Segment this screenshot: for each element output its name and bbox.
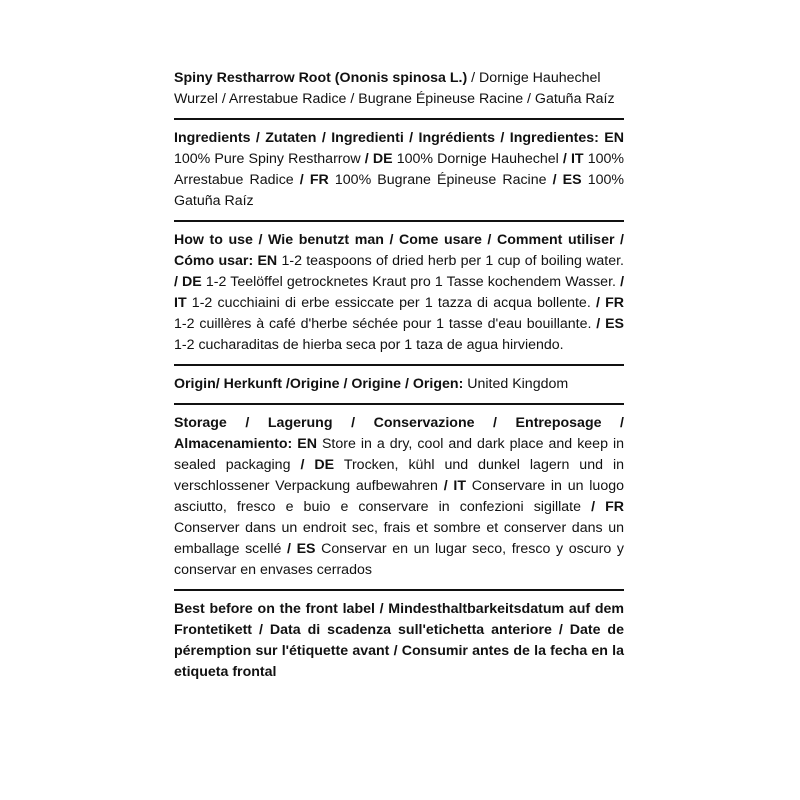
lang-code: / DE xyxy=(300,457,335,473)
usage-entry: 1-2 teaspoons of dried herb per 1 cup of boiling water. xyxy=(277,253,624,269)
lang-code: EN xyxy=(257,253,278,269)
section-divider xyxy=(174,118,624,120)
ingredients-text xyxy=(174,128,624,212)
section-divider xyxy=(174,403,624,405)
best-before-section xyxy=(174,597,624,691)
usage-entry: 1-2 cucharaditas de hierba seca por 1 taza de agua hirviendo. xyxy=(174,337,564,353)
lang-code: / ES xyxy=(287,541,316,557)
ingredient-entry: 100% Bugrane Épineuse Racine xyxy=(328,172,553,188)
lang-code: / FR xyxy=(299,172,329,188)
storage-entry: Conserver dans un endroit sec, frais et sombre et conserver dans un emballage scellé xyxy=(174,520,624,557)
lang-code: / IT xyxy=(562,151,584,167)
origin-text xyxy=(174,374,624,395)
lang-code: / FR xyxy=(595,295,624,311)
lang-code: / FR xyxy=(591,499,624,515)
ingredient-entry: 100% Pure Spiny Restharrow xyxy=(174,151,365,167)
usage-entry: 1-2 Teelöffel getrocknetes Kraut pro 1 Tasse kochendem Wasser. xyxy=(201,274,621,290)
best-before-statement: Best before on the front label / Mindesthaltbarkeitsdatum auf dem Frontetikett / Data di scadenza sull'etichetta anteriore / Date de péremption sur l'étiquette avant / Consumir antes de la fecha en la etiqueta frontal xyxy=(174,601,624,680)
product-name: Spiny Restharrow Root (Ononis spinosa L.) xyxy=(174,70,468,86)
origin-section xyxy=(174,372,624,403)
ingredients-section xyxy=(174,126,624,220)
lang-code: / ES xyxy=(596,316,624,332)
section-divider xyxy=(174,220,624,222)
section-divider xyxy=(174,364,624,366)
product-title-section xyxy=(174,66,624,118)
storage-entry: Trocken, kühl und dunkel lagern und in verschlossener Verpackung aufbewahren xyxy=(174,457,625,494)
ingredient-entry: 100% Gatuña Raíz xyxy=(174,172,624,209)
section-divider xyxy=(174,589,624,591)
storage-heading: Storage / Lagerung / Conservazione / Entreposage / Almacenamiento: xyxy=(174,415,624,452)
storage-entry: Store in a dry, cool and dark place and keep in sealed packaging xyxy=(174,436,624,473)
usage-section xyxy=(174,228,624,364)
usage-entry: 1-2 cuillères à café d'herbe séchée pour 1 tasse d'eau bouillante. xyxy=(174,316,597,332)
lang-code: / DE xyxy=(174,274,202,290)
product-translations: / Dornige Hauhechel Wurzel / Arrestabue Radice / Bugrane Épineuse Racine / Gatuña Raíz xyxy=(174,70,615,107)
origin-heading: Origin/ Herkunft /Origine / Origine / Origen: xyxy=(174,376,464,392)
lang-code: EN xyxy=(297,436,317,452)
lang-code: EN xyxy=(604,130,624,146)
lang-code: / DE xyxy=(364,151,393,167)
ingredient-entry: 100% Dornige Hauhechel xyxy=(392,151,563,167)
storage-section xyxy=(174,411,624,589)
storage-entry: Conservare in un luogo asciutto, fresco e buio e conservare in confezioni sigillate xyxy=(174,478,624,515)
best-before-text xyxy=(174,599,624,683)
product-label xyxy=(174,66,624,691)
lang-code: / IT xyxy=(443,478,467,494)
storage-text xyxy=(174,413,624,581)
origin-value: United Kingdom xyxy=(463,376,569,392)
lang-code: / IT xyxy=(174,274,625,311)
storage-entry: Conservar en un lugar seco, fresco y oscuro y conservar en envases cerrados xyxy=(174,541,624,578)
lang-code: / ES xyxy=(552,172,582,188)
usage-entry: 1-2 cucchiaini di erbe essiccate per 1 tazza di acqua bollente. xyxy=(186,295,596,311)
ingredient-entry: 100% Arrestabue Radice xyxy=(174,151,624,188)
ingredients-heading: Ingredients / Zutaten / Ingredienti / Ingrédients / Ingredientes: xyxy=(174,130,599,146)
usage-heading: How to use / Wie benutzt man / Come usare / Comment utiliser / Cómo usar: xyxy=(174,232,624,269)
product-title xyxy=(174,68,624,110)
usage-text xyxy=(174,230,624,356)
